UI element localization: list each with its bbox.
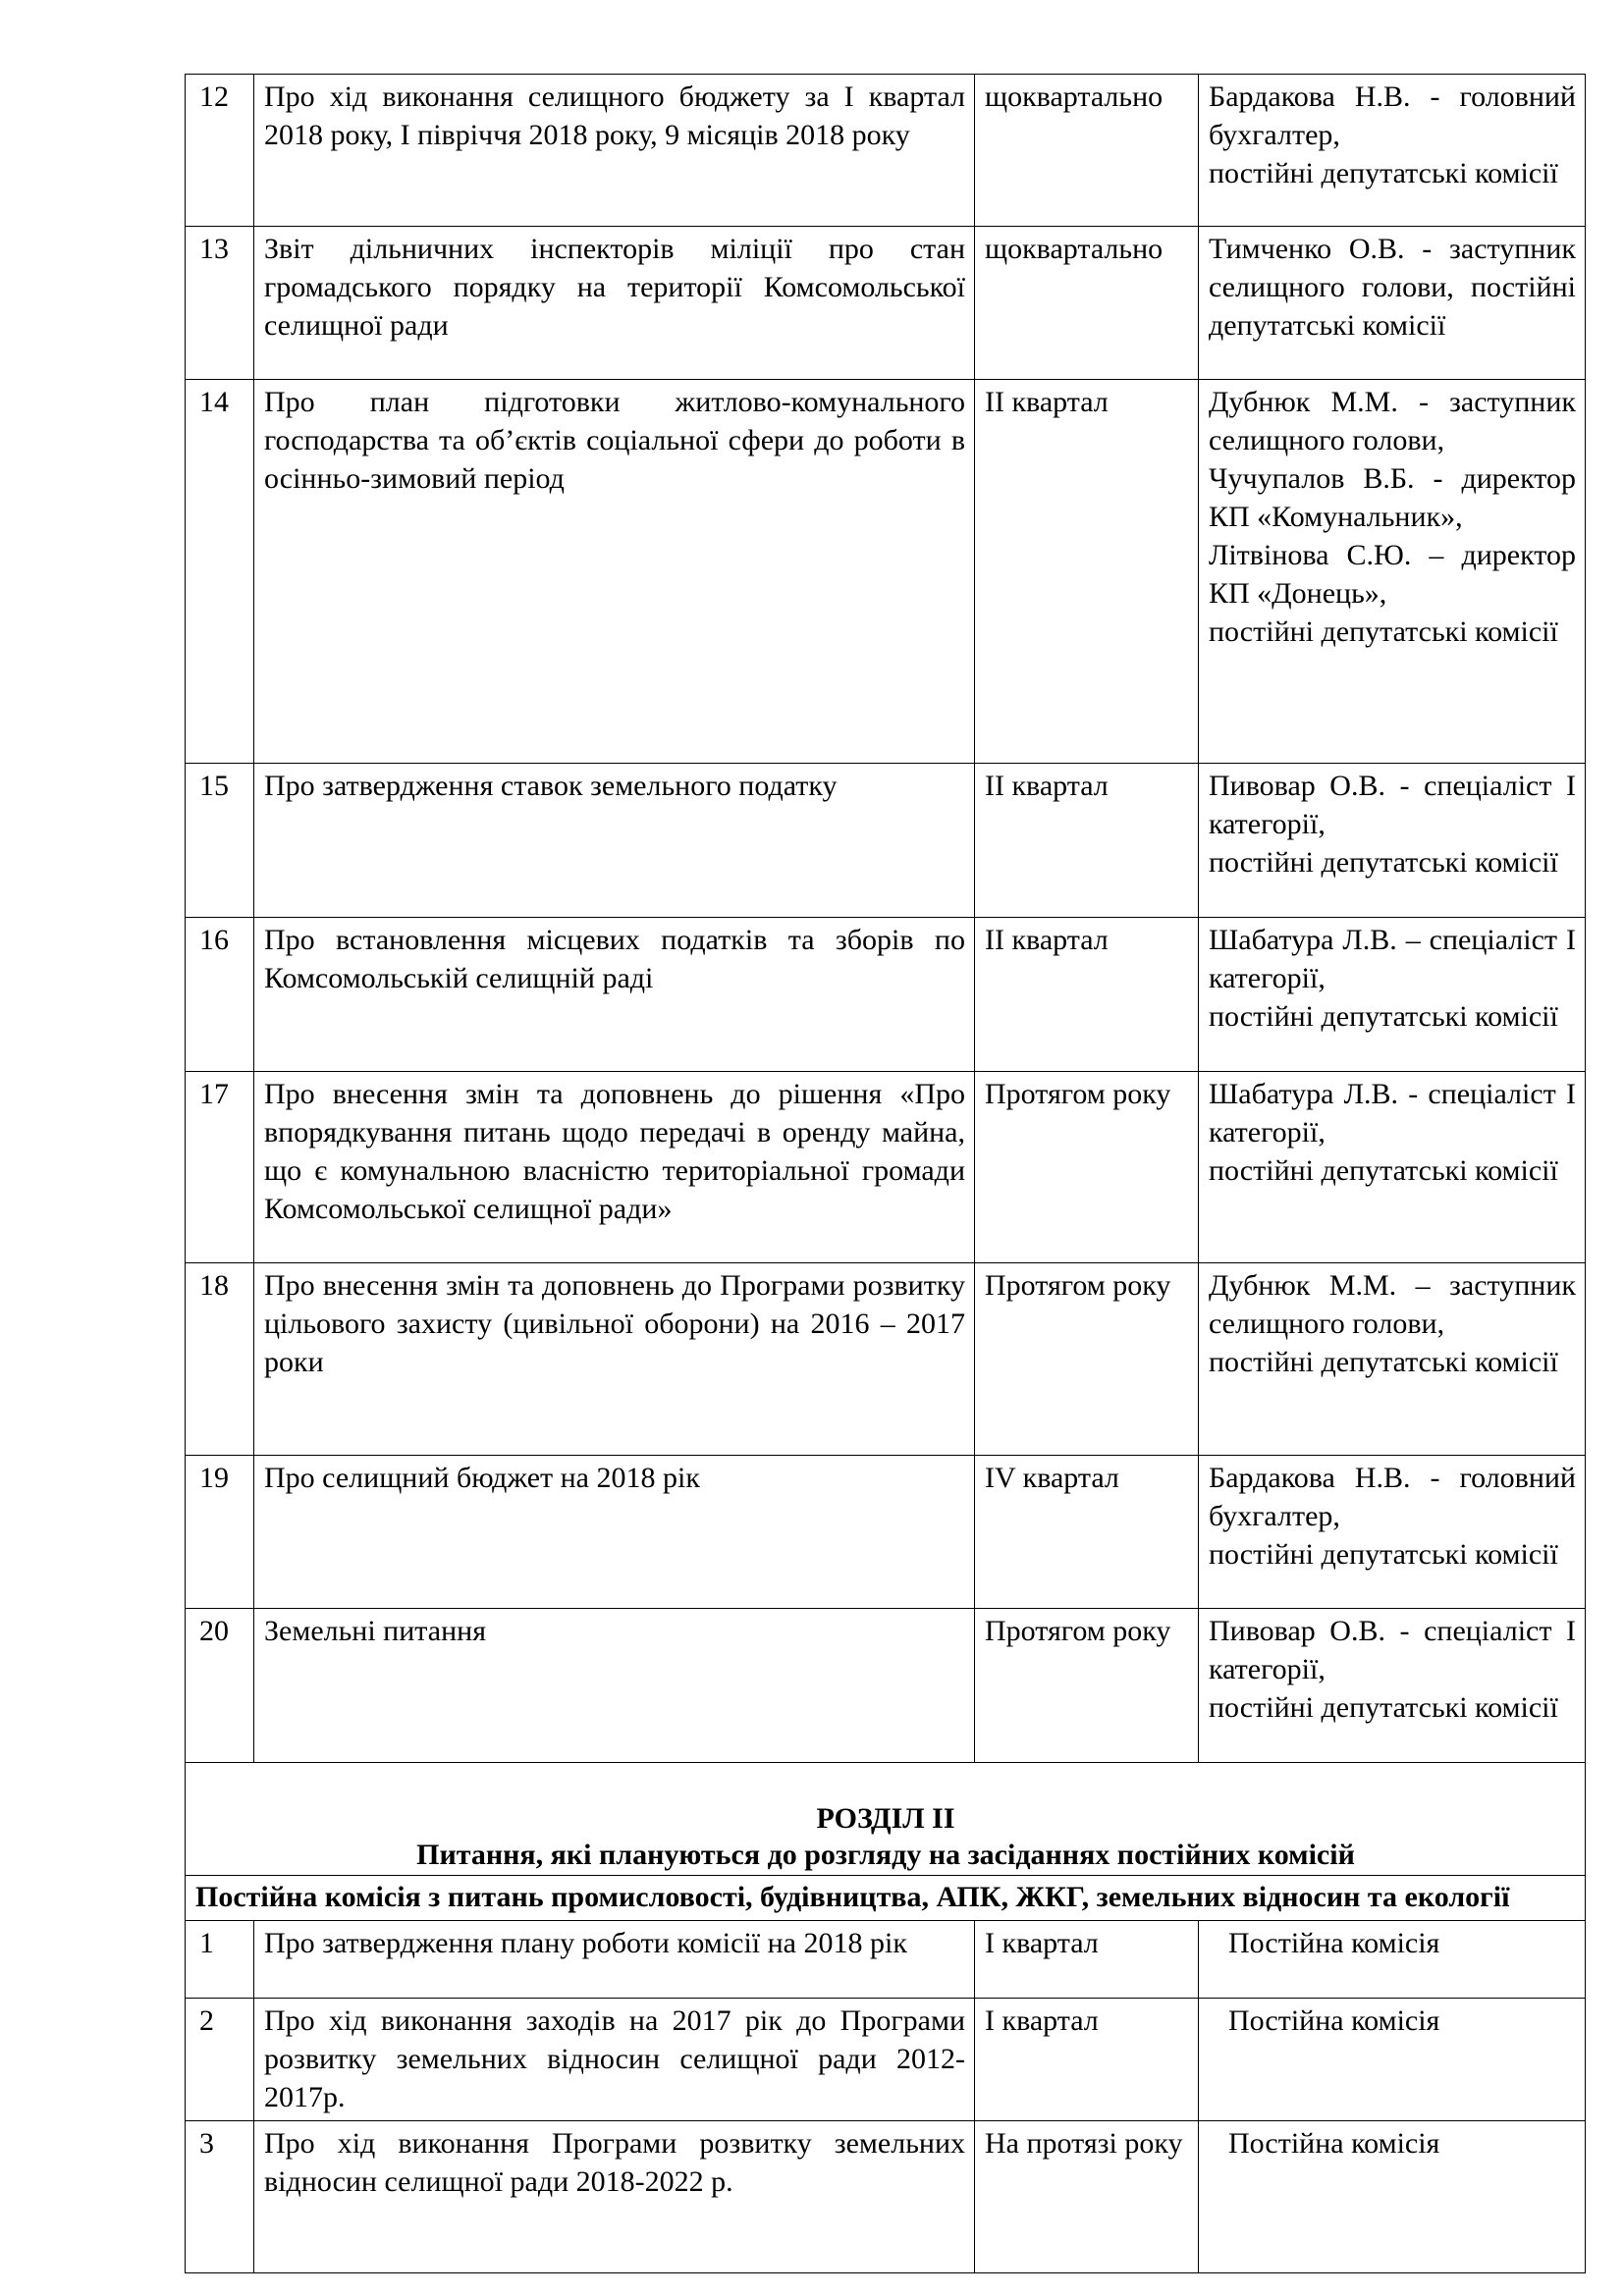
table-row (186, 764, 1586, 918)
row-topic: Про селищний бюджет на 2018 рік (254, 1456, 975, 1609)
row-term: І квартал (975, 1921, 1199, 1999)
row-topic: Про план підготовки житлово-комунального господарства та об’єктів соціальної сфери до роботи в осінньо-зимовий період (254, 380, 975, 764)
row-number: 13 (186, 227, 254, 380)
row-term: На протязі року (975, 2121, 1199, 2273)
row-number: 16 (186, 918, 254, 1072)
table-row (186, 380, 1586, 764)
row-term: щоквартально (975, 75, 1199, 227)
section-2-title-row (186, 1763, 1586, 1876)
row-responsible: Тимченко О.В. - заступник селищного голови, постійні депутатські комісії (1199, 227, 1586, 380)
row-responsible: Постійна комісія (1199, 1921, 1586, 1999)
row-responsible: Пивовар О.В. - спеціаліст І категорії, постійні депутатські комісії (1199, 764, 1586, 918)
row-responsible: Дубнюк М.М. – заступник селищного голови, постійні депутатські комісії (1199, 1263, 1586, 1456)
row-topic: Про внесення змін та доповнень до Програми розвитку цільового захисту (цивільної оборони) на 2016 – 2017 роки (254, 1263, 975, 1456)
table-row (186, 1921, 1586, 1999)
row-topic: Про хід виконання селищного бюджету за І квартал 2018 року, І півріччя 2018 року, 9 місяців 2018 року (254, 75, 975, 227)
row-term: Протягом року (975, 1263, 1199, 1456)
row-topic: Звіт дільничних інспекторів міліції про стан громадського порядку на території Комсомольської селищної ради (254, 227, 975, 380)
section-2-subtitle: Питання, які плануються до розгляду на засіданнях постійних комісій (416, 1839, 1355, 1871)
section-2-title: РОЗДІЛ ІІ (816, 1802, 955, 1835)
row-number: 19 (186, 1456, 254, 1609)
document-page (185, 74, 1585, 2273)
row-topic: Про хід виконання Програми розвитку земельних відносин селищної ради 2018-2022 р. (254, 2121, 975, 2273)
table-row (186, 2121, 1586, 2273)
row-term: І квартал (975, 1999, 1199, 2121)
row-term: ІІ квартал (975, 764, 1199, 918)
row-term: ІV квартал (975, 1456, 1199, 1609)
commission-title: Постійна комісія з питань промисловості, будівництва, АПК, ЖКГ, земельних відносин та екології (186, 1876, 1586, 1921)
row-topic: Про хід виконання заходів на 2017 рік до Програми розвитку земельних відносин селищної ради 2012-2017р. (254, 1999, 975, 2121)
row-number: 15 (186, 764, 254, 918)
row-topic: Про затвердження плану роботи комісії на 2018 рік (254, 1921, 975, 1999)
section-2-heading (186, 1763, 1586, 1876)
section-2-body (186, 1921, 1586, 2273)
row-responsible: Постійна комісія (1199, 2121, 1586, 2273)
row-topic: Земельні питання (254, 1609, 975, 1763)
row-term: Протягом року (975, 1072, 1199, 1263)
table-row (186, 918, 1586, 1072)
row-responsible: Дубнюк М.М. - заступник селищного голови, Чучупалов В.Б. - директор КП «Комунальник», Літвінова С.Ю. – директор КП «Донець», постійні депутатські комісії (1199, 380, 1586, 764)
commission-row (186, 1876, 1586, 1921)
row-number: 17 (186, 1072, 254, 1263)
row-responsible: Бардакова Н.В. - головний бухгалтер, постійні депутатські комісії (1199, 75, 1586, 227)
row-term: ІІ квартал (975, 918, 1199, 1072)
table-row (186, 1072, 1586, 1263)
table-row (186, 1999, 1586, 2121)
table-row (186, 1609, 1586, 1763)
row-term: ІІ квартал (975, 380, 1199, 764)
row-number: 14 (186, 380, 254, 764)
row-responsible: Бардакова Н.В. - головний бухгалтер, постійні депутатські комісії (1199, 1456, 1586, 1609)
row-topic: Про внесення змін та доповнень до рішення «Про впорядкування питань щодо передачі в оренду майна, що є комунальною власністю територіальної громади Комсомольської селищної ради» (254, 1072, 975, 1263)
section-1-body (186, 75, 1586, 1763)
section-2-header (186, 1763, 1586, 1921)
row-topic: Про встановлення місцевих податків та зборів по Комсомольській селищній раді (254, 918, 975, 1072)
table-row (186, 1456, 1586, 1609)
row-responsible: Шабатура Л.В. – спеціаліст І категорії, постійні депутатські комісії (1199, 918, 1586, 1072)
row-term: щоквартально (975, 227, 1199, 380)
row-number: 20 (186, 1609, 254, 1763)
table-row (186, 75, 1586, 227)
row-responsible: Постійна комісія (1199, 1999, 1586, 2121)
row-number: 3 (186, 2121, 254, 2273)
row-number: 2 (186, 1999, 254, 2121)
table-row (186, 227, 1586, 380)
row-responsible: Пивовар О.В. - спеціаліст І категорії, постійні депутатські комісії (1199, 1609, 1586, 1763)
table-row (186, 1263, 1586, 1456)
row-responsible: Шабатура Л.В. - спеціаліст І категорії, постійні депутатські комісії (1199, 1072, 1586, 1263)
row-number: 12 (186, 75, 254, 227)
row-topic: Про затвердження ставок земельного податку (254, 764, 975, 918)
work-plan-table (185, 74, 1586, 2273)
row-number: 18 (186, 1263, 254, 1456)
row-term: Протягом року (975, 1609, 1199, 1763)
row-number: 1 (186, 1921, 254, 1999)
